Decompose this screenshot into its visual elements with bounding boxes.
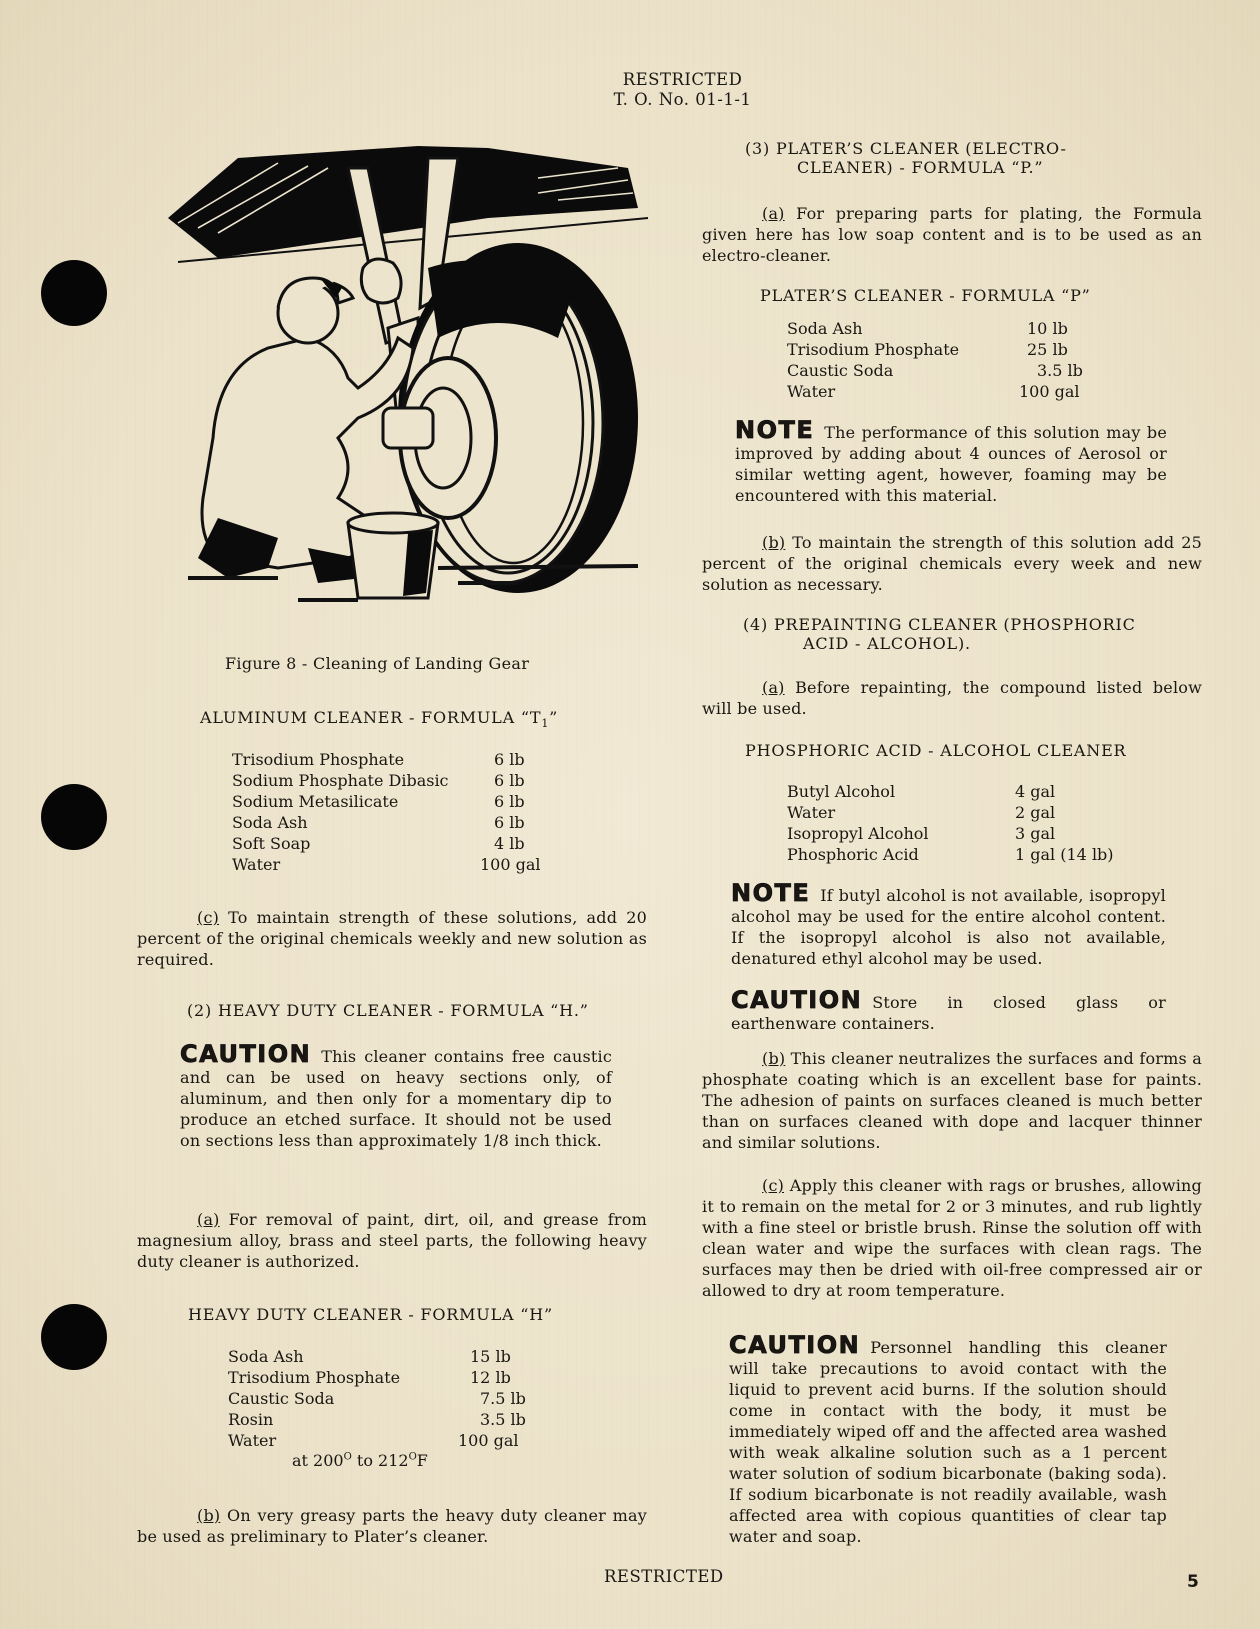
footer-classification: RESTRICTED: [604, 1567, 724, 1586]
table-row: Sodium Metasilicate 6 lb: [232, 792, 525, 811]
paragraph-pa-b: (b) This cleaner neutralizes the surfaces and forms a phosphate coating which is an excellent base for paints. The adhesion of paints on surfaces cleaned is much better than on surfaces cleaned with dope and lacquer thinner and similar solutions.: [702, 1049, 1202, 1152]
formula-pa-title: PHOSPHORIC ACID - ALCOHOL CLEANER: [745, 741, 1127, 760]
paragraph-b-greasy-parts: (b) On very greasy parts the heavy duty cleaner may be used as preliminary to Plater’s cleaner.: [137, 1506, 647, 1546]
page-number: 5: [1187, 1572, 1199, 1592]
landing-gear-illustration: [158, 138, 658, 628]
caution-heavy-duty: CAUTION This cleaner contains free caustic and can be used on heavy sections only, of aluminum, and then only for a momentary dip to produce an etched surface. It should not be used on sections less than approximately 1/8 inch thick.: [180, 1040, 612, 1150]
section-2-heading: (2) HEAVY DUTY CLEANER - FORMULA “H.”: [187, 1001, 589, 1020]
paragraph-a-removal: (a) For removal of paint, dirt, oil, and grease from magnesium alloy, brass and steel parts, the following heavy duty cleaner is authorized.: [137, 1210, 647, 1271]
paragraph-pa-a: (a) Before repainting, the compound listed below will be used.: [702, 678, 1202, 718]
table-row: Phosphoric Acid 1 gal (14 lb): [787, 845, 1114, 864]
table-row: Trisodium Phosphate 12 lb: [228, 1368, 511, 1387]
formula-h-title: HEAVY DUTY CLEANER - FORMULA “H”: [188, 1305, 553, 1324]
table-row: Soda Ash 6 lb: [232, 813, 525, 832]
paragraph-p-b: (b) To maintain the strength of this solution add 25 percent of the original chemicals every week and new solution as necessary.: [702, 533, 1202, 594]
binder-punch-hole: [41, 784, 107, 850]
formula-h-temperature: at $200^O$ to $212^OF$: [292, 1451, 428, 1470]
formula-t1-title: ALUMINUM CLEANER - FORMULA “$T_1$”: [200, 708, 559, 731]
table-row: Rosin 3.5 lb: [228, 1410, 526, 1429]
note-wetting-agent: NOTE The performance of this solution may be improved by adding about 4 ounces of Aerosol or similar wetting agent, however, foaming may be encountered with this material.: [735, 416, 1167, 505]
table-row: Isopropyl Alcohol 3 gal: [787, 824, 1056, 843]
page-header: [560, 70, 805, 110]
formula-p-title: PLATER’S CLEANER - FORMULA “P”: [760, 286, 1091, 305]
table-row: Trisodium Phosphate 25 lb: [787, 340, 1068, 359]
formula-h-table: [228, 1346, 531, 1451]
table-row: Soda Ash 15 lb: [228, 1347, 511, 1366]
header-classification: RESTRICTED: [622, 70, 743, 89]
table-row: Water 2 gal: [787, 803, 1056, 822]
caution-label: CAUTION: [729, 1331, 861, 1359]
section-4-heading: (4) PREPAINTING CLEANER (PHOSPHORIC ACID - ALCOHOL).: [743, 615, 1136, 653]
table-row: Butyl Alcohol 4 gal: [787, 782, 1056, 801]
binder-punch-hole: [41, 260, 107, 326]
table-row: Water 100 gal: [228, 1431, 519, 1450]
note-label: NOTE: [735, 416, 815, 444]
figure-caption: Figure 8 - Cleaning of Landing Gear: [225, 654, 530, 673]
formula-p-table: [787, 318, 1088, 402]
header-doc-number: T. O. No. 01-1-1: [613, 90, 752, 109]
caution-acid-burns: CAUTION Personnel handling this cleaner will take precautions to avoid contact with the liquid to prevent acid burns. If the solution should come in contact with the body, it must be immediately wiped off and the affected area washed with weak alkaline solution such as a 1 percent water solution of sodium bicarbonate (baking soda). If sodium bicarbonate is not readily available, wash affected area with copious quantities of clear tap water and soap.: [729, 1331, 1167, 1546]
paragraph-c-maintain-strength: (c) To maintain strength of these solutions, add 20 percent of the original chemicals weekly and new solution as required.: [137, 908, 647, 969]
table-row: Trisodium Phosphate 6 lb: [232, 750, 525, 769]
table-row: Soft Soap 4 lb: [232, 834, 525, 853]
binder-punch-hole: [41, 1304, 107, 1370]
table-row: Water 100 gal: [787, 382, 1080, 401]
mechanic-cleaning-landing-gear-icon: [158, 138, 658, 628]
table-row: Soda Ash 10 lb: [787, 319, 1068, 338]
table-row: Water 100 gal: [232, 855, 541, 874]
table-row: Sodium Phosphate Dibasic 6 lb: [232, 771, 525, 790]
note-butyl-alcohol: NOTE If butyl alcohol is not available, isopropyl alcohol may be used for the entire alcohol content. If the isopropyl alcohol is also not available, denatured ethyl alcohol may be used.: [731, 879, 1166, 968]
table-row: Caustic Soda 3.5 lb: [787, 361, 1083, 380]
paragraph-p-a: (a) For preparing parts for plating, the Formula given here has low soap content and is to be used as an electro-cleaner.: [702, 204, 1202, 265]
paragraph-pa-c: (c) Apply this cleaner with rags or brushes, allowing it to remain on the metal for 2 or 3 minutes, and rub lightly with a fine steel or bristle brush. Rinse the solution off with clean water and wipe the surfaces with clean rags. The surfaces may then be dried with oil-free compressed air or allowed to dry at room temperature.: [702, 1176, 1202, 1300]
formula-pa-table: [787, 781, 1114, 865]
caution-label: CAUTION: [731, 986, 863, 1014]
caution-label: CAUTION: [180, 1040, 312, 1068]
table-row: Caustic Soda 7.5 lb: [228, 1389, 526, 1408]
caution-storage: CAUTION Store in closed glass or earthenware containers.: [731, 986, 1166, 1033]
formula-t1-table: [232, 749, 555, 875]
section-3-heading: (3) PLATER’S CLEANER (ELECTRO- CLEANER) - FORMULA “P.”: [745, 139, 1067, 177]
note-label: NOTE: [731, 879, 811, 907]
